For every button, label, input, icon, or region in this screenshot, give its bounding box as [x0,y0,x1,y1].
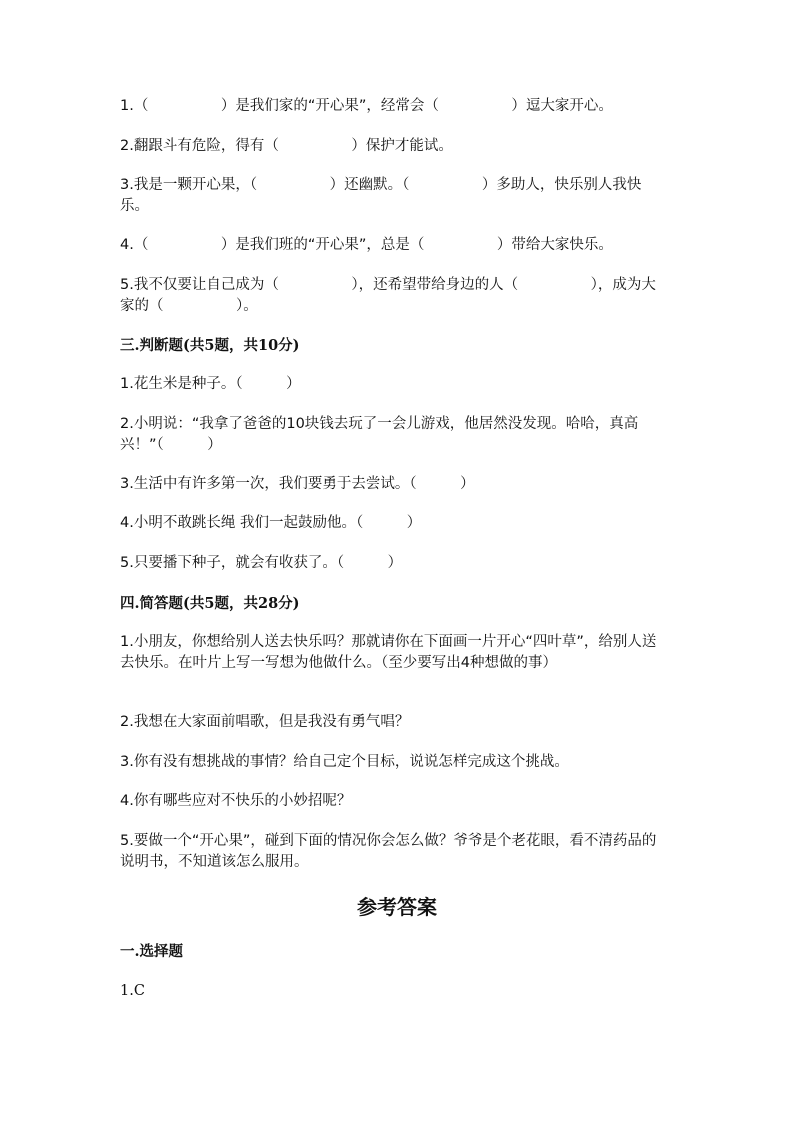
section-3-heading: 三.判断题(共5题，共10分) [120,337,300,354]
fill-in-question-1: 1.（ ）是我们家的“开心果”，经常会（ ）逗大家开心。 [120,98,613,114]
answer-1: 1.C [120,983,145,999]
section-4-heading: 四.简答题(共5题，共28分) [120,595,300,612]
short-answer-question-5: 5.要做一个“开心果”，碰到下面的情况你会怎么做？爷爷是个老花眼，看不清药品的说明书，不知道该怎么服用。 [120,833,657,870]
short-answer-question-1: 1.小朋友，你想给别人送去快乐吗？那就请你在下面画一片开心“四叶草”，给别人送去快乐。在叶片上写一写想为他做什么。（至少要写出4种想做的事） [120,634,657,671]
short-answer-question-3: 3.你有没有想挑战的事情？给自己定个目标，说说怎样完成这个挑战。 [120,754,569,770]
judgment-question-3: 3.生活中有许多第一次，我们要勇于去尝试。（ ） [120,476,475,492]
judgment-question-5: 5.只要播下种子，就会有收获了。（ ） [120,555,403,571]
fill-in-question-5: 5.我不仅要让自己成为（ ），还希望带给身边的人（ ），成为大家的（ ）。 [120,277,656,314]
fill-in-question-2: 2.翻跟斗有危险，得有（ ）保护才能试。 [120,138,453,154]
fill-in-question-3: 3.我是一颗开心果，（ ）还幽默。（ ）多助人，快乐别人我快乐。 [120,177,642,214]
answers-title: 参考答案 [357,895,437,919]
short-answer-question-4: 4.你有哪些应对不快乐的小妙招呢？ [120,793,352,809]
answers-section-1-heading: 一.选择题 [120,943,184,960]
judgment-question-2: 2.小明说：“我拿了爸爸的10块钱去玩了一会儿游戏，他居然没发现。哈哈，真高兴！”（ ） [120,416,639,453]
fill-in-question-4: 4.（ ）是我们班的“开心果”，总是（ ）带给大家快乐。 [120,237,613,253]
short-answer-question-2: 2.我想在大家面前唱歌，但是我没有勇气唱？ [120,714,410,730]
judgment-question-4: 4.小明不敢跳长绳 我们一起鼓励他。（ ） [120,515,422,531]
judgment-question-1: 1.花生米是种子。（ ） [120,376,301,392]
